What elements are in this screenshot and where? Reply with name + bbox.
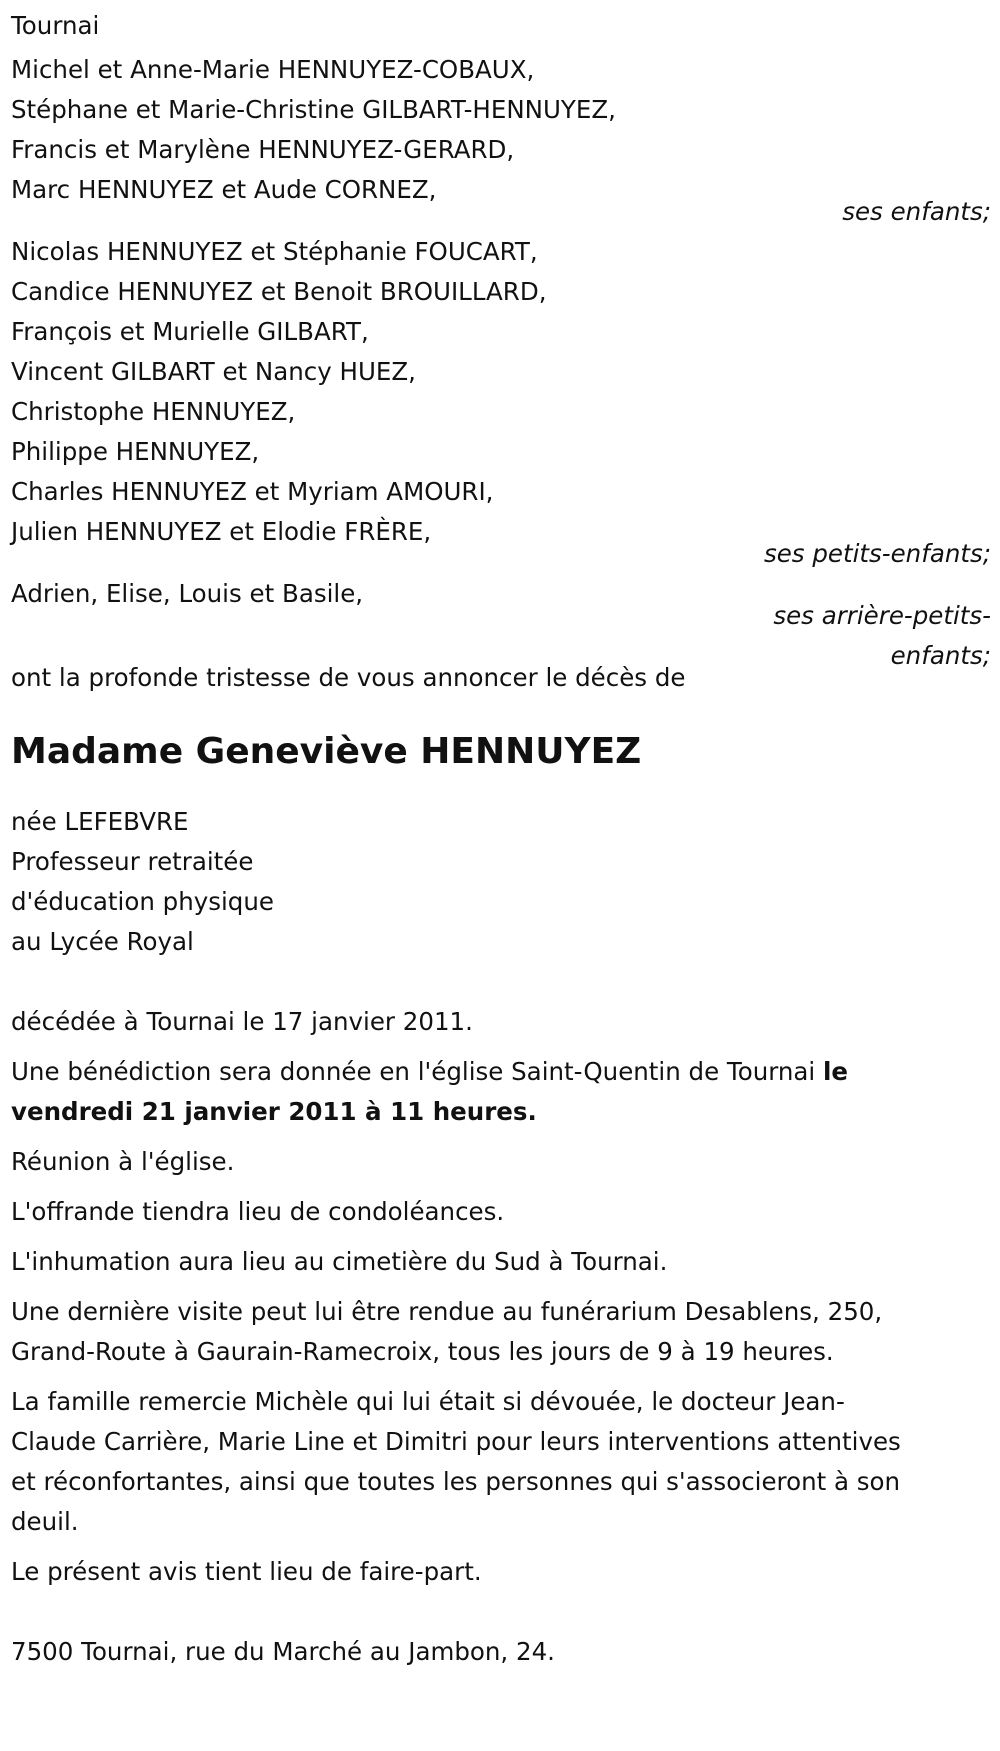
great-grandchild-names: Adrien, Elise, Louis et Basile, (11, 579, 364, 608)
ceremony-text: Une bénédiction sera donnée en l'église Saint-Quentin de Tournai (11, 1057, 824, 1086)
great-grandchildren-role-line: enfants; (890, 641, 991, 670)
grandchild-name: Philippe HENNUYEZ, (11, 437, 260, 466)
great-grandchildren-role-line: ses arrière-petits- (773, 601, 991, 630)
ceremony-paragraph (11, 1052, 971, 1132)
grandchild-name: Nicolas HENNUYEZ et Stéphanie FOUCART, (11, 237, 538, 266)
address: 7500 Tournai, rue du Marché au Jambon, 24. (11, 1637, 555, 1666)
meeting-note: Réunion à l'église. (11, 1147, 235, 1176)
child-name: Marc HENNUYEZ et Aude CORNEZ, (11, 175, 437, 204)
visit-note: Une dernière visite peut lui être rendue au funérarium Desablens, 250, Grand-Route à Gaurain-Ramecroix, tous les jours de 9 à 19 heures. (11, 1297, 883, 1366)
grandchildren-role: ses petits-enfants; (763, 539, 991, 568)
grandchild-name: Christophe HENNUYEZ, (11, 397, 296, 426)
burial-note: L'inhumation aura lieu au cimetière du Sud à Tournai. (11, 1247, 668, 1276)
children-role: ses enfants; (842, 197, 991, 226)
town-heading: Tournai (11, 11, 100, 40)
great-grandchildren-block (11, 574, 991, 670)
grandchildren-block (11, 232, 991, 568)
grandchild-name: Charles HENNUYEZ et Myriam AMOURI, (11, 477, 494, 506)
thanks-note: La famille remercie Michèle qui lui était si dévouée, le docteur Jean-Claude Carrière, Marie Line et Dimitri pour leurs interventions attentives et réconfortantes, ainsi que toutes les personnes qui s'associeront à son deuil. (11, 1387, 901, 1536)
grandchild-name: Julien HENNUYEZ et Elodie FRÈRE, (11, 517, 432, 546)
deceased-detail: au Lycée Royal (11, 927, 194, 956)
child-name: Francis et Marylène HENNUYEZ-GERARD, (11, 135, 515, 164)
ceremony-date: le vendredi 21 janvier 2011 à 11 heures. (11, 1057, 849, 1126)
obituary-notice (11, 6, 991, 1672)
child-name: Michel et Anne-Marie HENNUYEZ-COBAUX, (11, 55, 535, 84)
children-block (11, 50, 991, 226)
deceased-detail: née LEFEBVRE (11, 807, 189, 836)
grandchild-name: François et Murielle GILBART, (11, 317, 369, 346)
notice-note: Le présent avis tient lieu de faire-part. (11, 1557, 482, 1586)
announcement-text: ont la profonde tristesse de vous annoncer le décès de (11, 663, 686, 692)
grandchild-name: Candice HENNUYEZ et Benoit BROUILLARD, (11, 277, 547, 306)
great-grandchildren-role (751, 596, 991, 676)
deceased-name: Madame Geneviève HENNUYEZ (11, 731, 642, 772)
deceased-details (11, 802, 991, 962)
death-notice: décédée à Tournai le 17 janvier 2011. (11, 1007, 473, 1036)
child-name: Stéphane et Marie-Christine GILBART-HENNUYEZ, (11, 95, 616, 124)
deceased-detail: d'éducation physique (11, 887, 274, 916)
offering-note: L'offrande tiendra lieu de condoléances. (11, 1197, 505, 1226)
grandchild-name: Vincent GILBART et Nancy HUEZ, (11, 357, 416, 386)
deceased-detail: Professeur retraitée (11, 847, 254, 876)
